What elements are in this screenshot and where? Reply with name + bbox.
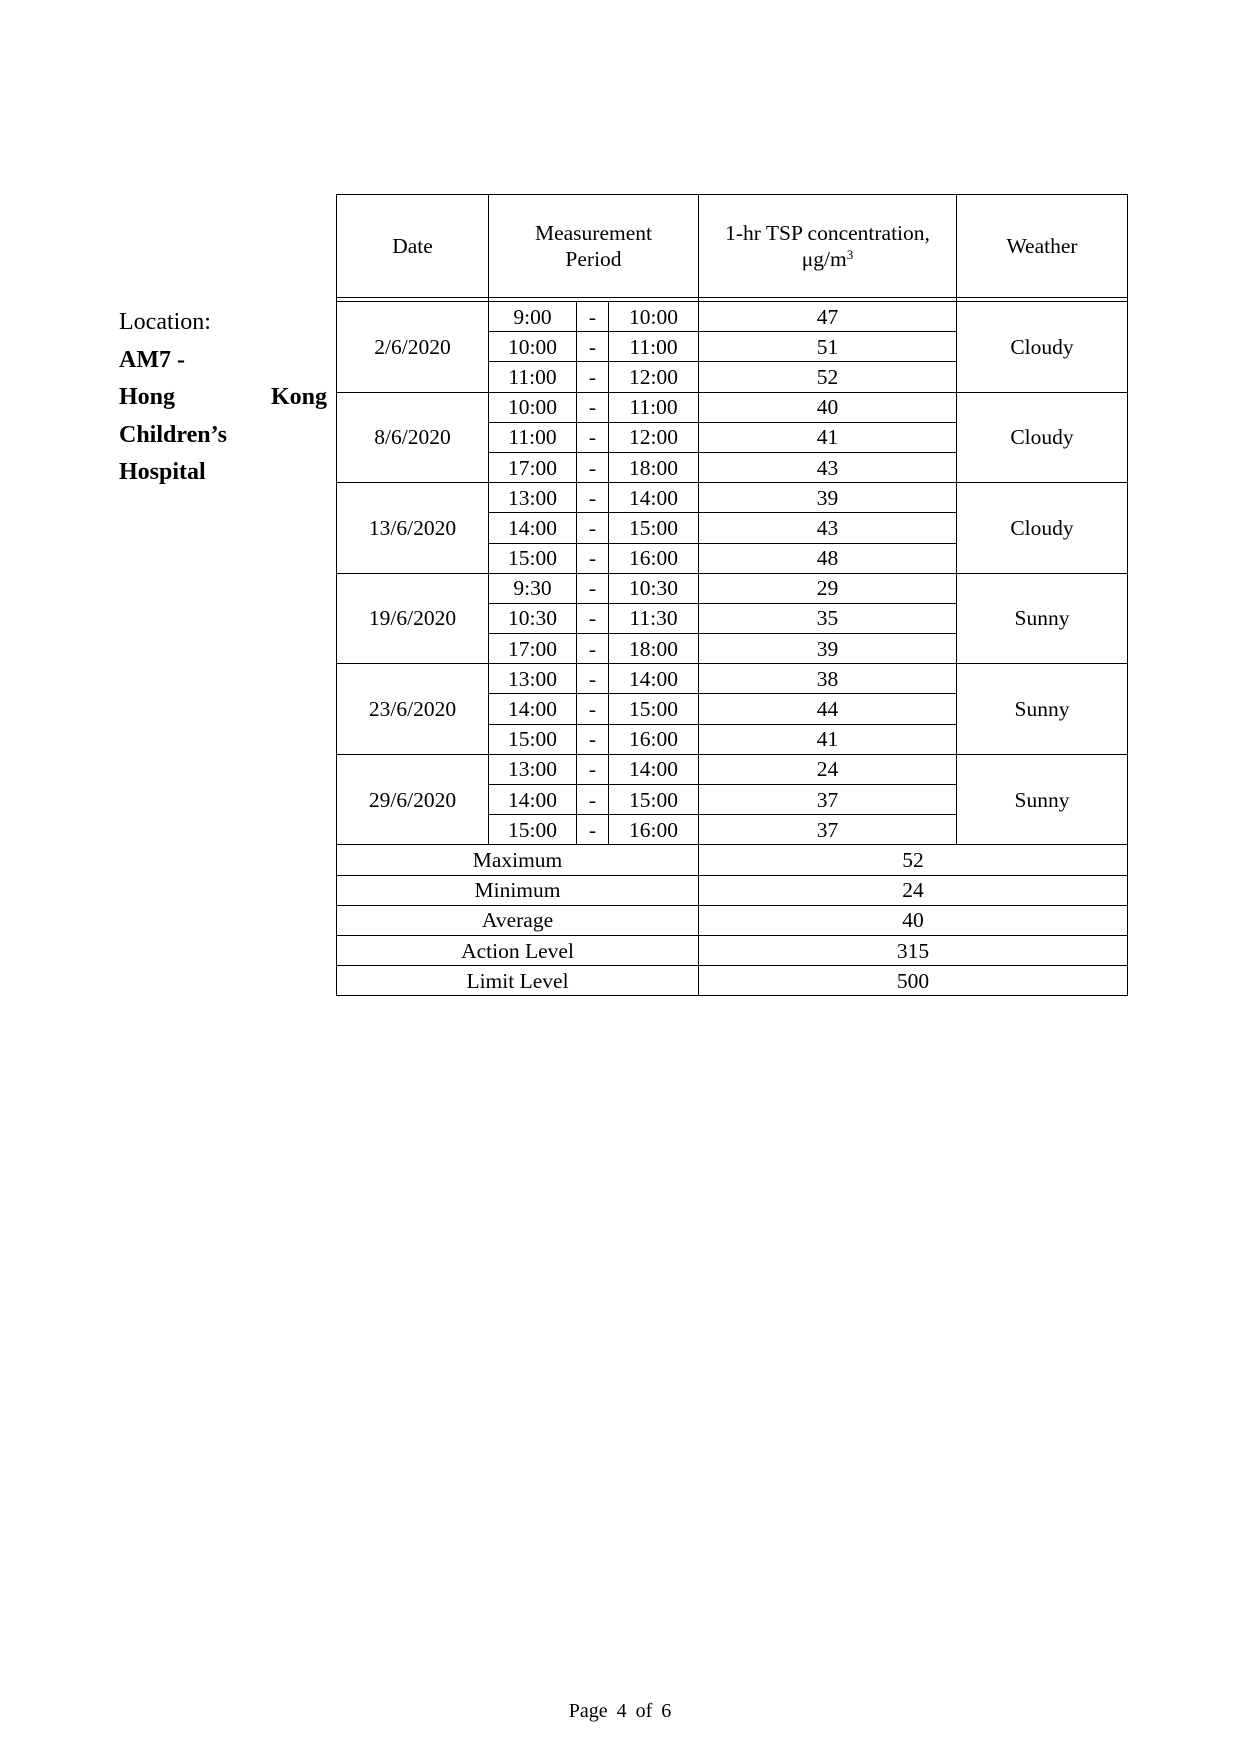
period-dash-cell: - [577,724,609,754]
weather-cell: Sunny [957,754,1128,845]
period-dash-cell: - [577,362,609,392]
end-time-cell: 14:00 [609,483,699,513]
weather-cell: Cloudy [957,392,1128,483]
table-row [337,664,1128,694]
summary-label: Maximum [337,845,699,875]
weather-cell: Cloudy [957,302,1128,393]
period-dash-cell: - [577,754,609,784]
location-name-word-hong: Hong [119,384,176,410]
start-time-cell: 9:00 [489,302,577,332]
end-time-cell: 14:00 [609,754,699,784]
concentration-cell: 40 [699,392,957,422]
page-footer [0,1700,1240,1723]
date-cell: 19/6/2020 [337,573,489,664]
period-dash-cell: - [577,422,609,452]
header-period-line1: Measurement [534,221,652,245]
location-name-line2 [119,379,327,417]
summary-row [337,966,1128,996]
start-time-cell: 14:00 [489,513,577,543]
table-row [337,392,1128,422]
end-time-cell: 16:00 [609,543,699,573]
concentration-cell: 52 [699,362,957,392]
date-cell: 13/6/2020 [337,483,489,574]
concentration-cell: 24 [699,754,957,784]
summary-value: 52 [699,845,1128,875]
period-dash-cell: - [577,392,609,422]
table-body [337,302,1128,845]
concentration-cell: 29 [699,573,957,603]
period-dash-cell: - [577,483,609,513]
concentration-cell: 39 [699,483,957,513]
start-time-cell: 10:30 [489,603,577,633]
period-dash-cell: - [577,302,609,332]
summary-label: Action Level [337,935,699,965]
page-word: Page [568,1700,608,1722]
concentration-cell: 44 [699,694,957,724]
period-dash-cell: - [577,543,609,573]
concentration-cell: 43 [699,513,957,543]
end-time-cell: 10:00 [609,302,699,332]
summary-value: 315 [699,935,1128,965]
location-label: Location: [119,309,211,335]
end-time-cell: 11:00 [609,332,699,362]
end-time-cell: 12:00 [609,422,699,452]
end-time-cell: 11:00 [609,392,699,422]
end-time-cell: 14:00 [609,664,699,694]
start-time-cell: 10:00 [489,392,577,422]
summary-label: Limit Level [337,966,699,996]
location-name-line4: Hospital [119,459,206,485]
table-summary [337,845,1128,996]
concentration-cell: 41 [699,724,957,754]
date-cell: 8/6/2020 [337,392,489,483]
location-name-line3: Children’s [119,421,228,448]
summary-label: Minimum [337,875,699,905]
concentration-cell: 39 [699,634,957,664]
summary-row [337,935,1128,965]
table-row [337,302,1128,332]
of-word: of [635,1700,653,1722]
location-block [119,304,327,492]
weather-cell: Sunny [957,573,1128,664]
header-conc-unit-sup: 3 [846,247,854,262]
summary-value: 500 [699,966,1128,996]
period-dash-cell: - [577,815,609,845]
location-name-word-kong: Kong [270,384,327,410]
date-cell: 23/6/2020 [337,664,489,755]
header-measurement-period [489,195,699,298]
summary-value: 24 [699,875,1128,905]
period-dash-cell: - [577,452,609,482]
start-time-cell: 13:00 [489,483,577,513]
start-time-cell: 17:00 [489,452,577,482]
end-time-cell: 18:00 [609,634,699,664]
page-number: 4 [616,1700,627,1722]
start-time-cell: 13:00 [489,754,577,784]
start-time-cell: 15:00 [489,543,577,573]
table-row [337,573,1128,603]
start-time-cell: 9:30 [489,573,577,603]
header-conc-line1: 1-hr TSP concentration, [725,221,930,245]
end-time-cell: 16:00 [609,724,699,754]
start-time-cell: 15:00 [489,724,577,754]
concentration-cell: 48 [699,543,957,573]
end-time-cell: 16:00 [609,815,699,845]
header-concentration [699,195,957,298]
concentration-cell: 37 [699,815,957,845]
table-row [337,754,1128,784]
header-date: Date [337,195,489,298]
end-time-cell: 15:00 [609,785,699,815]
end-time-cell: 12:00 [609,362,699,392]
summary-row [337,845,1128,875]
start-time-cell: 13:00 [489,664,577,694]
period-dash-cell: - [577,664,609,694]
end-time-cell: 10:30 [609,573,699,603]
date-cell: 2/6/2020 [337,302,489,393]
concentration-cell: 51 [699,332,957,362]
tsp-monitoring-table [336,194,1128,996]
period-dash-cell: - [577,603,609,633]
table-row [337,483,1128,513]
start-time-cell: 14:00 [489,785,577,815]
weather-cell: Sunny [957,664,1128,755]
end-time-cell: 18:00 [609,452,699,482]
start-time-cell: 17:00 [489,634,577,664]
period-dash-cell: - [577,332,609,362]
start-time-cell: 15:00 [489,815,577,845]
period-dash-cell: - [577,785,609,815]
summary-value: 40 [699,905,1128,935]
location-name-line1: AM7 - [119,346,185,373]
header-weather: Weather [957,195,1128,298]
end-time-cell: 11:30 [609,603,699,633]
summary-row [337,905,1128,935]
concentration-cell: 43 [699,452,957,482]
header-period-line2: Period [565,247,622,271]
concentration-cell: 37 [699,785,957,815]
period-dash-cell: - [577,634,609,664]
concentration-cell: 47 [699,302,957,332]
date-cell: 29/6/2020 [337,754,489,845]
period-dash-cell: - [577,694,609,724]
table-header [337,195,1128,298]
end-time-cell: 15:00 [609,694,699,724]
period-dash-cell: - [577,573,609,603]
header-conc-unit-base: μg/m [801,247,847,271]
concentration-cell: 38 [699,664,957,694]
weather-cell: Cloudy [957,483,1128,574]
summary-row [337,875,1128,905]
page-total: 6 [661,1700,672,1722]
header-conc-unit [699,246,956,272]
end-time-cell: 15:00 [609,513,699,543]
start-time-cell: 14:00 [489,694,577,724]
concentration-cell: 41 [699,422,957,452]
summary-label: Average [337,905,699,935]
period-dash-cell: - [577,513,609,543]
start-time-cell: 11:00 [489,422,577,452]
start-time-cell: 11:00 [489,362,577,392]
start-time-cell: 10:00 [489,332,577,362]
concentration-cell: 35 [699,603,957,633]
